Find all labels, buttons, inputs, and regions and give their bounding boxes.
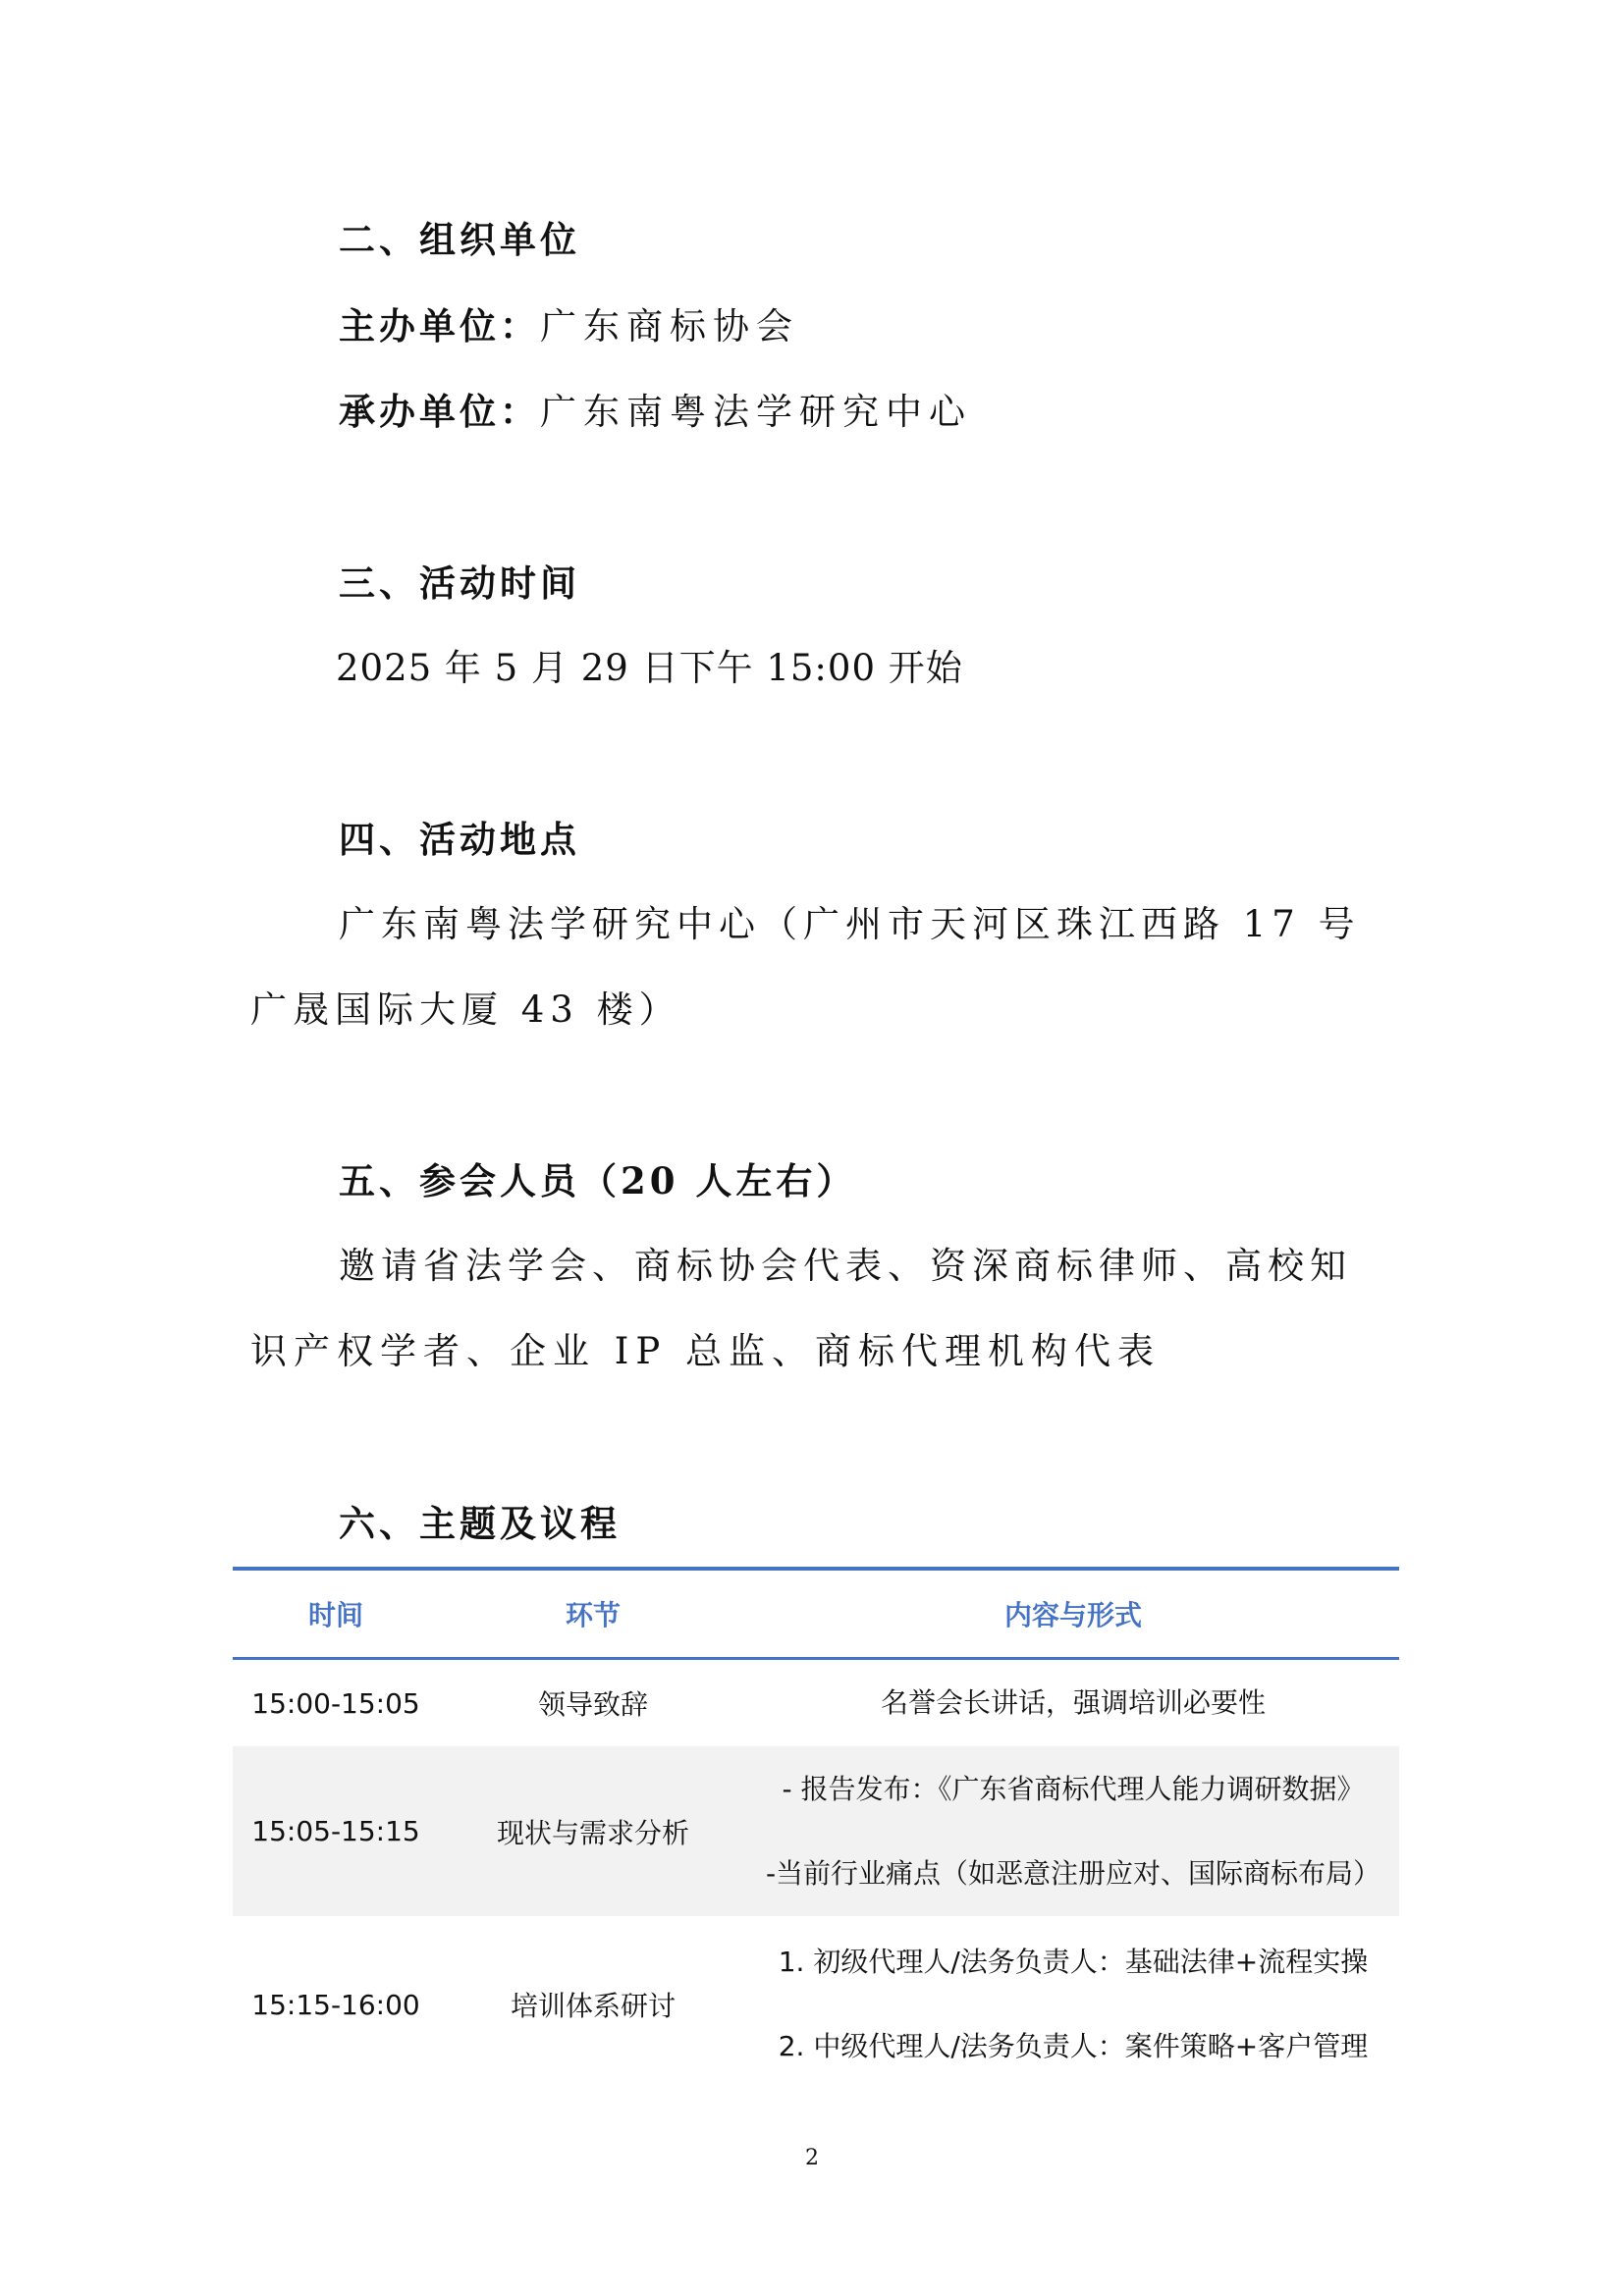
- heading-venue: 四、活动地点: [339, 818, 580, 861]
- row-session: 领导致辞: [537, 1688, 648, 1721]
- col-header-time: 时间: [307, 1599, 363, 1631]
- content-line: 名誉会长讲话，强调培训必要性: [880, 1686, 1266, 1719]
- agenda-table: [233, 1567, 1399, 2093]
- host-value: 广东商标协会: [540, 305, 799, 347]
- table-row: [233, 1746, 1399, 1916]
- organizer-label: 承办单位：: [339, 390, 540, 433]
- row-content: [747, 1920, 1399, 2089]
- heading-attendees: 五、参会人员（20 人左右）: [339, 1159, 857, 1202]
- row-session: 现状与需求分析: [496, 1816, 689, 1849]
- row-time: 15:15-16:00: [251, 1988, 420, 2021]
- row-time: 15:00-15:05: [251, 1686, 420, 1720]
- table-row: [233, 1916, 1399, 2093]
- content-line: - 报告发布：《广东省商标代理人能力调研数据》: [782, 1772, 1365, 1805]
- attendees-line-2: 识产权学者、企业 IP 总监、商标代理机构代表: [250, 1330, 1162, 1372]
- host-label: 主办单位：: [339, 304, 540, 347]
- event-time: 2025 年 5 月 29 日下午 15:00 开始: [336, 647, 963, 689]
- organizer-line: [339, 390, 972, 434]
- row-time: 15:05-15:15: [251, 1815, 420, 1847]
- organizer-value: 广东南粤法学研究中心: [540, 391, 972, 433]
- col-header-session: 环节: [565, 1599, 621, 1631]
- page-number: 2: [805, 2146, 819, 2170]
- row-content: [747, 1661, 1399, 1745]
- heading-agenda: 六、主题及议程: [339, 1502, 621, 1545]
- venue-line-1: 广东南粤法学研究中心（广州市天河区珠江西路 17 号: [339, 903, 1361, 945]
- row-session: 培训体系研讨: [510, 1990, 676, 2022]
- table-header: [233, 1571, 1399, 1660]
- col-header-content: 内容与形式: [1003, 1599, 1142, 1631]
- host-line: [339, 304, 799, 348]
- venue-line-2: 广晟国际大厦 43 楼）: [250, 988, 681, 1031]
- heading-time: 三、活动时间: [339, 561, 580, 605]
- attendees-line-1: 邀请省法学会、商标协会代表、资深商标律师、高校知: [339, 1245, 1352, 1287]
- content-line: 2. 中级代理人/法务负责人：案件策略+客户管理: [778, 2030, 1369, 2062]
- content-line: -当前行业痛点（如恶意注册应对、国际商标布局）: [765, 1856, 1381, 1890]
- heading-organizers: 二、组织单位: [339, 218, 580, 261]
- table-row: [233, 1660, 1399, 1746]
- row-content: [747, 1747, 1399, 1916]
- content-line: 1. 初级代理人/法务负责人：基础法律+流程实操: [778, 1946, 1369, 1978]
